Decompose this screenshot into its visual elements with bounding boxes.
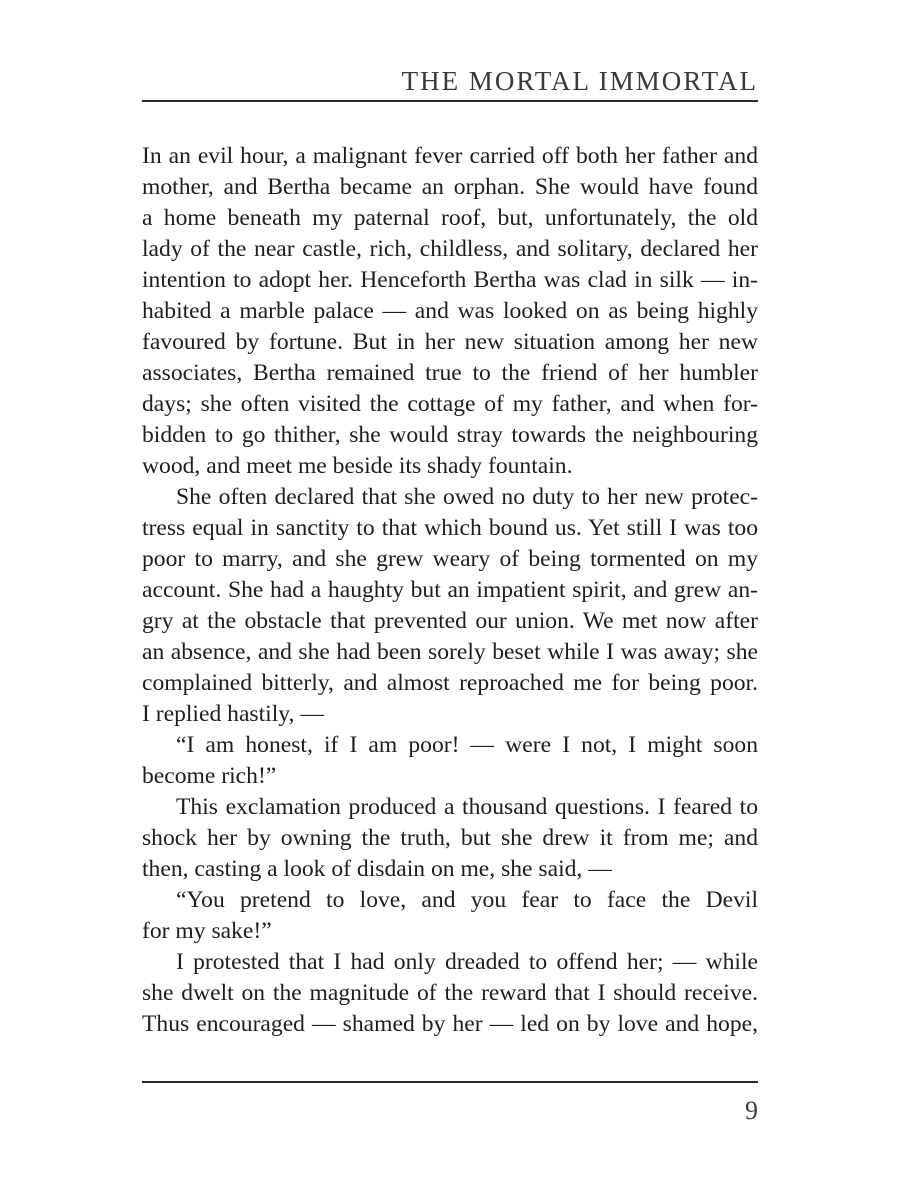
page-body (142, 141, 758, 1040)
text-line: In an evil hour, a malignant fever carried off both her father and (142, 143, 758, 169)
text-line: days; she often visited the cottage of my father, and when for- (142, 391, 758, 417)
text-line: mother, and Bertha became an orphan. She would have found (142, 174, 758, 200)
paragraph (142, 792, 758, 885)
text-line: tress equal in sanctity to that which bound us. Yet still I was too (142, 515, 758, 541)
text-line: lady of the near castle, rich, childless, and solitary, declared her (142, 236, 758, 262)
text-line: for my sake!” (142, 918, 272, 944)
text-line: then, casting a look of disdain on me, she said, — (142, 856, 612, 882)
footer-rule (142, 1081, 758, 1083)
text-line: habited a marble palace — and was looked on as being highly (142, 298, 758, 324)
paragraph (142, 730, 758, 792)
text-line: complained bitterly, and almost reproached me for being poor. (142, 670, 758, 696)
text-line: She often declared that she owed no duty to her new protec- (176, 484, 758, 510)
text-line: a home beneath my paternal roof, but, unfortunately, the old (142, 205, 758, 231)
paragraph (142, 482, 758, 730)
text-line: favoured by fortune. But in her new situation among her new (142, 329, 758, 355)
text-line: “I am honest, if I am poor! — were I not, I might soon (176, 732, 758, 758)
paragraph (142, 141, 758, 482)
text-line: shock her by owning the truth, but she drew it from me; and (142, 825, 758, 851)
paragraph (142, 947, 758, 1040)
text-line: Thus encouraged — shamed by her — led on by love and hope, (142, 1011, 758, 1037)
text-line: I protested that I had only dreaded to offend her; — while (176, 949, 758, 975)
text-line: gry at the obstacle that prevented our union. We met now after (142, 608, 758, 634)
header-rule (142, 100, 758, 102)
text-line: intention to adopt her. Henceforth Bertha was clad in silk — in- (142, 267, 758, 293)
text-line: account. She had a haughty but an impatient spirit, and grew an- (142, 577, 758, 603)
text-line: I replied hastily, — (142, 701, 324, 727)
text-line: she dwelt on the magnitude of the reward that I should receive. (142, 980, 758, 1006)
page-number: 9 (745, 1096, 758, 1125)
paragraph (142, 885, 758, 947)
text-line: associates, Bertha remained true to the friend of her humbler (142, 360, 758, 386)
text-line: become rich!” (142, 763, 277, 789)
text-line: This exclamation produced a thousand questions. I feared to (176, 794, 758, 820)
text-line: wood, and meet me beside its shady fountain. (142, 453, 573, 479)
text-line: bidden to go thither, she would stray towards the neighbouring (142, 422, 758, 448)
text-line: poor to marry, and she grew weary of being tormented on my (142, 546, 758, 572)
running-head-title: THE MORTAL IMMORTAL (401, 66, 758, 96)
text-line: an absence, and she had been sorely beset while I was away; she (142, 639, 758, 665)
text-line: “You pretend to love, and you fear to face the Devil (176, 887, 758, 913)
